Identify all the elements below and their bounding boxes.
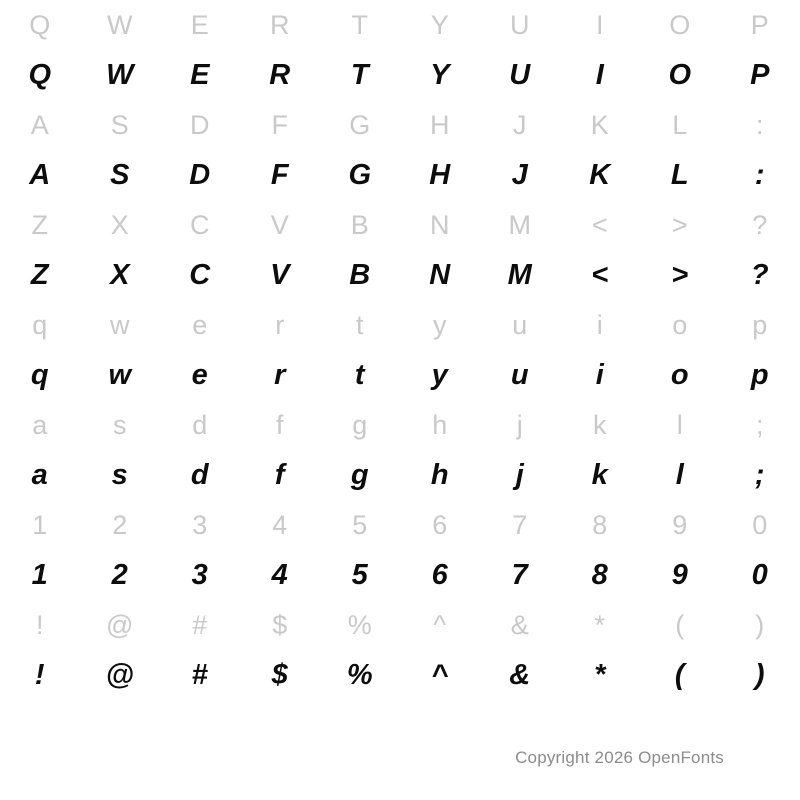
glyph-cell: p	[750, 359, 770, 391]
glyph-cell: W	[106, 59, 134, 91]
glyph-cell: :	[754, 159, 766, 191]
glyph-cell: G	[348, 159, 372, 191]
glyph-cell: w	[110, 310, 130, 340]
glyph-cell: 0	[751, 559, 769, 591]
glyph-cell: <	[591, 210, 609, 240]
glyph-cell: )	[754, 659, 766, 691]
glyph-cell: t	[354, 359, 366, 391]
glyph-cell: M	[508, 210, 532, 240]
glyph-cell: y	[433, 310, 447, 340]
copyright-notice: Copyright 2026 OpenFonts	[515, 748, 724, 767]
glyph-cell: 1	[32, 510, 48, 540]
glyph-cell: H	[429, 159, 451, 191]
glyph-row-reference	[0, 500, 800, 550]
glyph-cell: P	[750, 10, 770, 40]
glyph-cell: r	[275, 310, 285, 340]
glyph-cell: y	[431, 359, 449, 391]
glyph-cell: (	[675, 610, 685, 640]
glyph-cell: I	[595, 59, 605, 91]
glyph-cell: R	[269, 59, 291, 91]
glyph-cell: Y	[430, 10, 450, 40]
glyph-cell: o	[672, 310, 688, 340]
glyph-cell: >	[671, 259, 689, 291]
glyph-cell: @	[106, 610, 134, 640]
glyph-cell: e	[192, 310, 208, 340]
glyph-cell: Z	[31, 210, 49, 240]
glyph-row-sample	[0, 50, 800, 100]
glyph-cell: ^	[431, 659, 449, 691]
glyph-cell: Z	[30, 259, 50, 291]
glyph-cell: o	[670, 359, 690, 391]
glyph-cell: g	[352, 410, 368, 440]
glyph-cell: 2	[112, 510, 128, 540]
glyph-cell: >	[671, 210, 689, 240]
glyph-cell: :	[755, 110, 764, 140]
glyph-cell: !	[35, 610, 44, 640]
glyph-cell: a	[32, 410, 48, 440]
glyph-cell: %	[346, 659, 374, 691]
glyph-cell: h	[432, 410, 448, 440]
glyph-cell: s	[111, 459, 129, 491]
glyph-cell: i	[595, 359, 605, 391]
glyph-cell: E	[190, 59, 210, 91]
glyph-row-reference	[0, 100, 800, 150]
glyph-row-sample	[0, 650, 800, 700]
glyph-cell: 5	[351, 559, 369, 591]
glyph-cell: C	[190, 210, 210, 240]
glyph-cell: ;	[754, 459, 766, 491]
glyph-cell: E	[190, 10, 210, 40]
glyph-cell: d	[190, 459, 210, 491]
glyph-cell: %	[347, 610, 373, 640]
glyph-cell: k	[593, 410, 607, 440]
glyph-cell: B	[349, 259, 371, 291]
glyph-cell: D	[189, 159, 211, 191]
glyph-cell: w	[108, 359, 132, 391]
glyph-cell: *	[594, 610, 606, 640]
glyph-cell: I	[595, 10, 604, 40]
glyph-cell: U	[509, 59, 531, 91]
glyph-cell: F	[270, 159, 290, 191]
glyph-cell: a	[31, 459, 49, 491]
glyph-cell: 2	[111, 559, 129, 591]
glyph-cell: (	[674, 659, 686, 691]
glyph-cell: P	[750, 59, 770, 91]
glyph-cell: @	[105, 659, 135, 691]
glyph-cell: h	[430, 459, 450, 491]
glyph-cell: &	[509, 659, 531, 691]
glyph-cell: M	[507, 259, 533, 291]
glyph-cell: O	[668, 59, 692, 91]
glyph-cell: T	[351, 10, 369, 40]
glyph-row-sample	[0, 350, 800, 400]
glyph-cell: N	[430, 210, 450, 240]
glyph-cell: 6	[431, 559, 449, 591]
glyph-row-reference	[0, 400, 800, 450]
glyph-cell: p	[752, 310, 768, 340]
glyph-cell: )	[755, 610, 765, 640]
glyph-row-sample	[0, 150, 800, 200]
glyph-cell: i	[596, 310, 604, 340]
glyph-cell: f	[275, 410, 284, 440]
glyph-cell: L	[672, 110, 688, 140]
glyph-cell: #	[191, 659, 209, 691]
glyph-cell: s	[113, 410, 127, 440]
glyph-cell: q	[32, 310, 48, 340]
glyph-cell: d	[192, 410, 208, 440]
glyph-row-sample	[0, 550, 800, 600]
glyph-cell: U	[510, 10, 530, 40]
glyph-cell: q	[30, 359, 50, 391]
glyph-cell: g	[350, 459, 370, 491]
glyph-cell: 3	[191, 559, 209, 591]
glyph-cell: 8	[592, 510, 608, 540]
glyph-cell: O	[669, 10, 691, 40]
glyph-cell: Q	[29, 10, 51, 40]
glyph-cell: l	[675, 459, 685, 491]
glyph-cell: &	[510, 610, 530, 640]
glyph-cell: S	[110, 159, 130, 191]
glyph-cell: 9	[671, 559, 689, 591]
glyph-row-reference	[0, 600, 800, 650]
glyph-cell: t	[355, 310, 364, 340]
glyph-cell: X	[110, 259, 130, 291]
glyph-cell: $	[272, 610, 288, 640]
glyph-row-sample	[0, 250, 800, 300]
glyph-cell: r	[274, 359, 286, 391]
glyph-cell: R	[270, 10, 290, 40]
glyph-cell: ?	[752, 210, 768, 240]
glyph-cell: A	[30, 110, 50, 140]
glyph-cell: B	[350, 210, 370, 240]
glyph-cell: H	[430, 110, 450, 140]
glyph-cell: G	[349, 110, 371, 140]
glyph-cell: C	[189, 259, 211, 291]
glyph-cell: ?	[750, 259, 770, 291]
glyph-cell: K	[590, 110, 610, 140]
glyph-cell: D	[190, 110, 210, 140]
glyph-cell: l	[676, 410, 684, 440]
glyph-cell: 4	[272, 510, 288, 540]
glyph-cell: 5	[352, 510, 368, 540]
glyph-cell: 4	[271, 559, 289, 591]
glyph-cell: k	[591, 459, 609, 491]
glyph-cell: 6	[432, 510, 448, 540]
glyph-cell: 3	[192, 510, 208, 540]
glyph-cell: X	[110, 210, 130, 240]
glyph-cell: V	[270, 259, 290, 291]
glyph-cell: 8	[591, 559, 609, 591]
glyph-cell: N	[429, 259, 451, 291]
glyph-cell: ;	[755, 410, 764, 440]
glyph-cell: 0	[752, 510, 768, 540]
glyph-cell: J	[513, 110, 527, 140]
glyph-cell: S	[110, 110, 130, 140]
glyph-cell: A	[29, 159, 51, 191]
glyph-cell: <	[591, 259, 609, 291]
glyph-cell: 1	[31, 559, 49, 591]
glyph-cell: e	[191, 359, 209, 391]
glyph-row-reference	[0, 0, 800, 50]
glyph-row-sample	[0, 450, 800, 500]
glyph-cell: F	[271, 110, 289, 140]
glyph-cell: L	[670, 159, 690, 191]
glyph-cell: 7	[512, 510, 528, 540]
glyph-cell: 9	[672, 510, 688, 540]
glyph-cell: j	[516, 410, 524, 440]
glyph-cell: u	[512, 310, 528, 340]
glyph-row-reference	[0, 200, 800, 250]
glyph-cell: ^	[433, 610, 447, 640]
glyph-cell: 7	[511, 559, 529, 591]
glyph-cell: #	[192, 610, 208, 640]
glyph-cell: T	[350, 59, 370, 91]
glyph-cell: f	[274, 459, 286, 491]
glyph-cell: V	[270, 210, 290, 240]
glyph-cell: $	[271, 659, 289, 691]
glyph-cell: Y	[430, 59, 450, 91]
glyph-cell: K	[589, 159, 611, 191]
glyph-cell: *	[594, 659, 606, 691]
glyph-row-reference	[0, 300, 800, 350]
glyph-cell: !	[34, 659, 46, 691]
glyph-cell: u	[510, 359, 530, 391]
glyph-cell: j	[515, 459, 525, 491]
glyph-cell: J	[511, 159, 529, 191]
glyph-cell: Q	[28, 59, 52, 91]
glyph-cell: W	[107, 10, 133, 40]
